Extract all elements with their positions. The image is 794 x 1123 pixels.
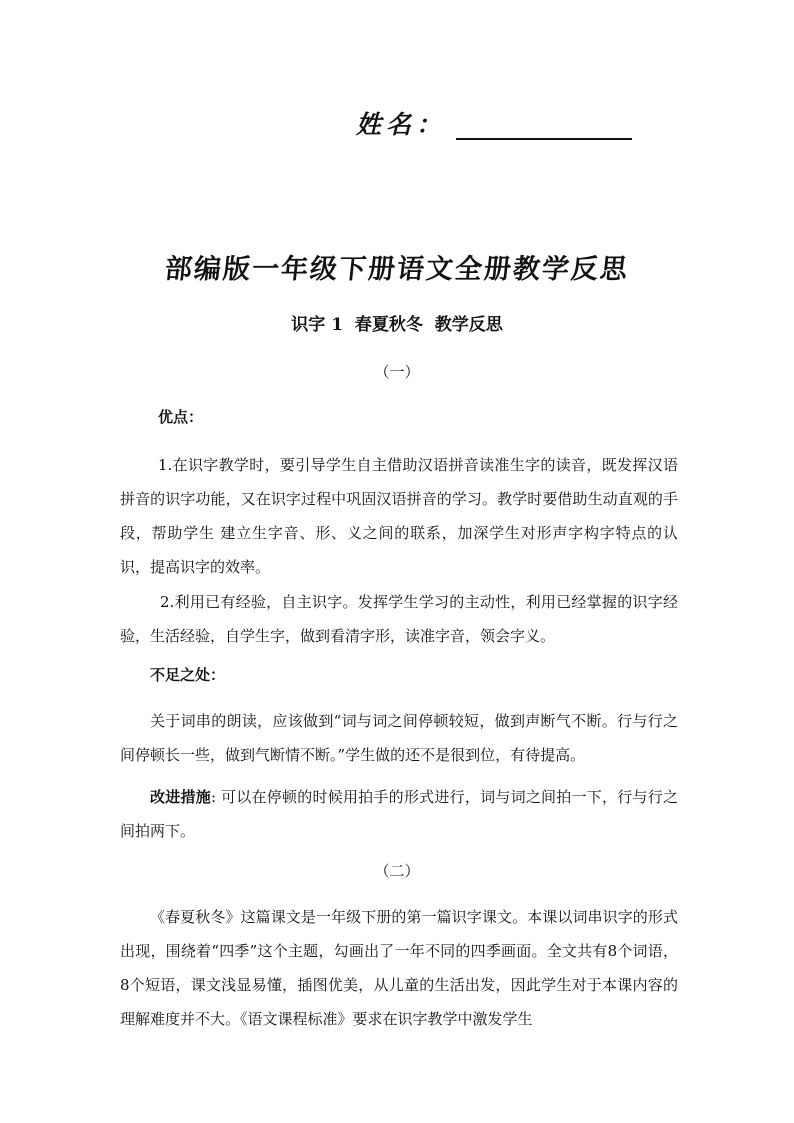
shortcomings-paragraph: 关于词串的朗读，应该做到“词与词之间停顿较短，做到声断气不断。行与行之间停顿长一些，做到气断情不断。”学生做的还不是很到位，有待提高。 [120, 712, 678, 764]
improvement-paragraph [120, 780, 678, 848]
improvement-label: 改进措施 [150, 788, 211, 806]
improvement-text: 可以在停顿的时候用拍手的形式进行，词与词之间拍一下，行与行之间拍两下。 [120, 788, 678, 840]
document-title: 部编版一年级下册语文全册教学反思 [163, 254, 631, 285]
lesson-title: 识字 1 春夏秋冬 教学反思 [291, 315, 503, 335]
advantage-paragraph-1: 1.在识字教学时，要引导学生自主借助汉语拼音读准生字的读音，既发挥汉语拼音的识字功能，又在识字过程中巩固汉语拼音的学习。教学时要借助生动直观的手段，帮助学生 建立生字音、形、义之间的联系，加深学生对形声字构字特点的认识，提高识字的效率。 [120, 456, 678, 576]
section-marker-2: （二） [374, 862, 420, 880]
improvement-colon: : [210, 788, 222, 806]
shortcomings-label: 不足之处： [150, 666, 226, 684]
name-blank-line [456, 112, 632, 140]
advantage-paragraph-2: 2.利用已有经验，自主识字。发挥学生学习的主动性，利用已经掌握的识字经验，生活经验，自学生字，做到看清字形，读准字音，领会字义。 [120, 593, 678, 645]
part2-paragraph: 《春夏秋冬》这篇课文是一年级下册的第一篇识字课文。本课以词串识字的形式出现，围绕着“四季”这个主题，勾画出了一年不同的四季画面。全文共有8个词语，8个短语，课文浅显易懂，插图优美，从儿童的生活出发，因此学生对于本课内容的理解难度并不大。《语文课程标准》要求在识字教学中激发学生 [120, 908, 678, 1028]
name-label: 姓名： [356, 110, 447, 139]
advantages-label: 优点： [158, 408, 204, 426]
name-field [356, 100, 632, 140]
section-marker-1: （一） [374, 363, 420, 381]
